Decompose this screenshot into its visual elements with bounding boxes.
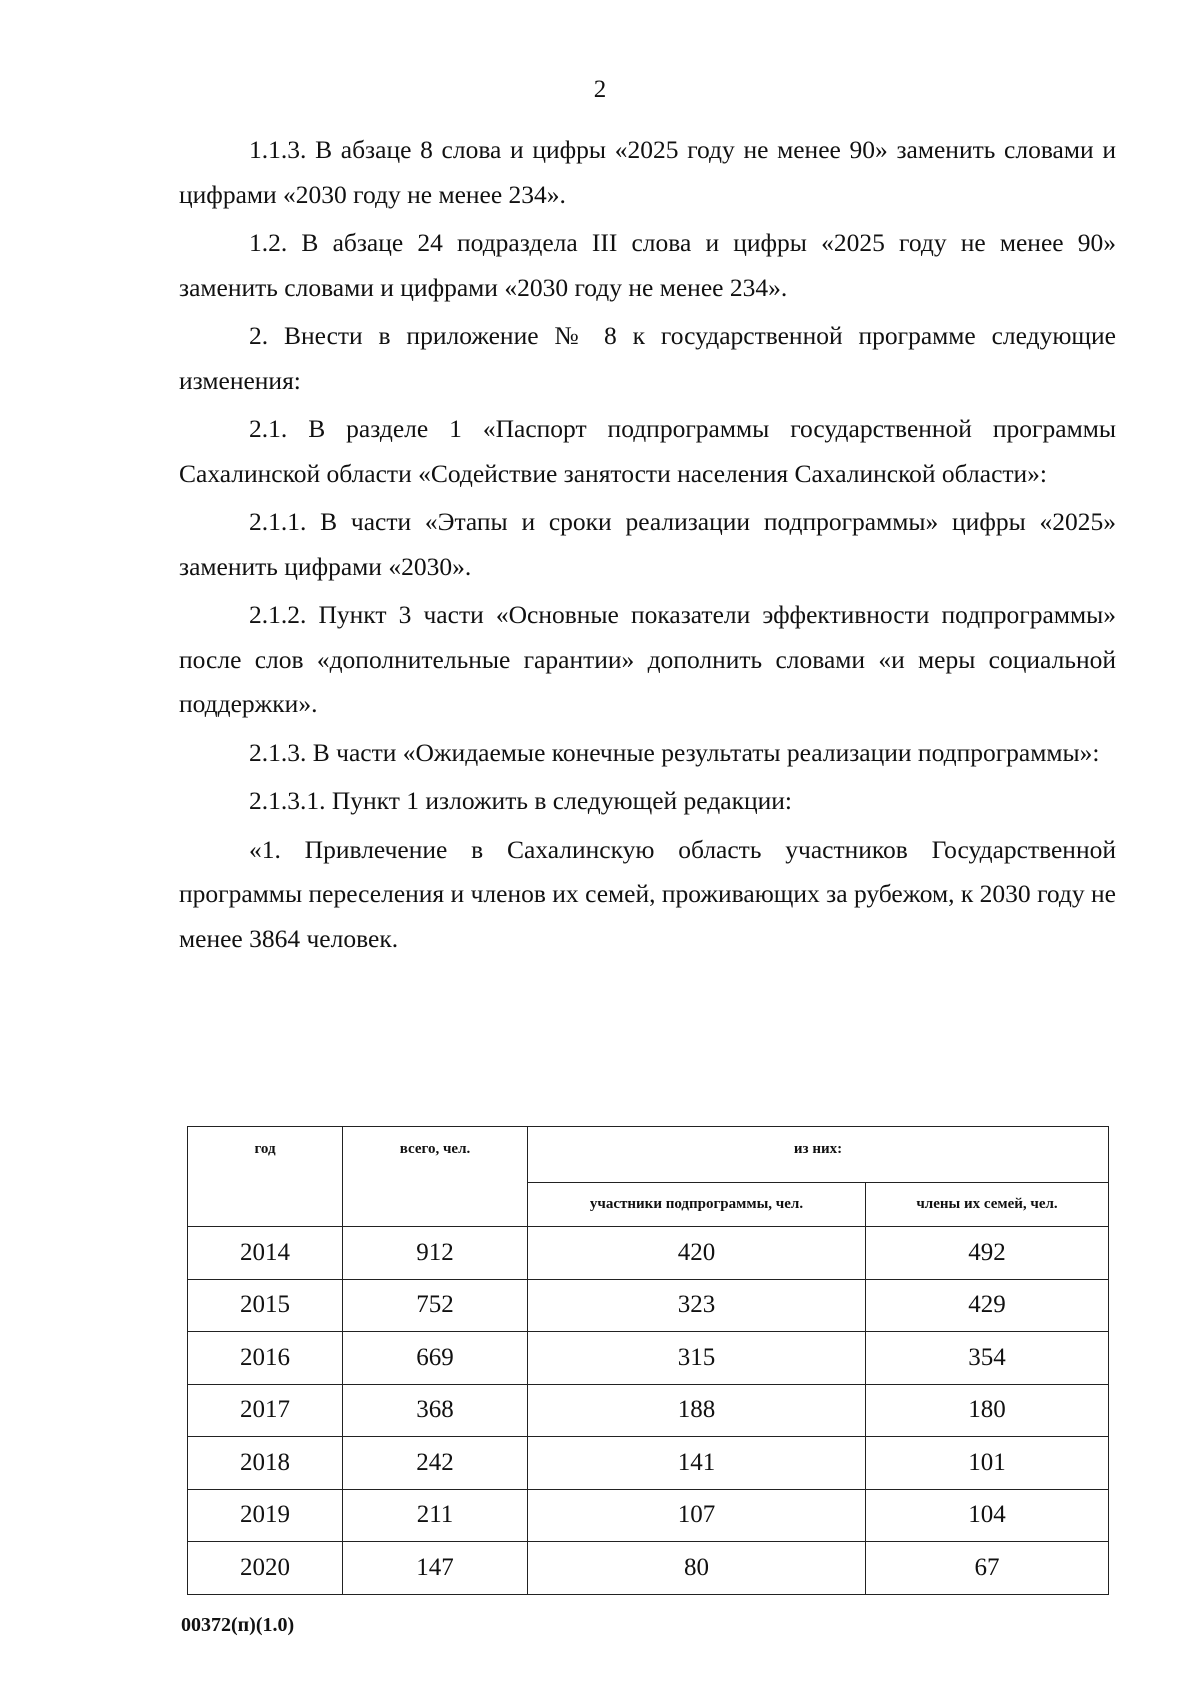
cell-year: 2016	[188, 1332, 343, 1385]
cell-family: 354	[866, 1332, 1109, 1385]
cell-participants: 188	[528, 1384, 866, 1437]
table-row	[188, 1384, 1109, 1437]
header-of-them: из них:	[528, 1127, 1109, 1183]
cell-family: 101	[866, 1437, 1109, 1490]
cell-family: 492	[866, 1227, 1109, 1280]
paragraph: 2. Внести в приложение № 8 к государственной программе следующие изменения:	[179, 321, 1116, 395]
paragraph: 1.2. В абзаце 24 подраздела III слова и цифры «2025 году не менее 90» заменить словами и цифрами «2030 году не менее 234».	[179, 228, 1116, 302]
cell-total: 669	[343, 1332, 528, 1385]
cell-year: 2020	[188, 1542, 343, 1595]
table-row	[188, 1227, 1109, 1280]
cell-participants: 420	[528, 1227, 866, 1280]
table-row	[188, 1437, 1109, 1490]
table-row	[188, 1542, 1109, 1595]
paragraph: 2.1.1. В части «Этапы и сроки реализации подпрограммы» цифры «2025» заменить цифрами «2030».	[179, 507, 1116, 581]
document-code: 00372(п)(1.0)	[181, 1614, 295, 1636]
header-participants: участники подпрограммы, чел.	[528, 1183, 866, 1227]
table-row	[188, 1489, 1109, 1542]
cell-total: 242	[343, 1437, 528, 1490]
paragraph: 2.1. В разделе 1 «Паспорт подпрограммы государственной программы Сахалинской области «Содействие занятости населения Сахалинской области»:	[179, 414, 1116, 488]
body-text	[179, 128, 1116, 965]
cell-total: 752	[343, 1279, 528, 1332]
cell-year: 2014	[188, 1227, 343, 1280]
cell-participants: 141	[528, 1437, 866, 1490]
cell-year: 2019	[188, 1489, 343, 1542]
header-year: год	[188, 1127, 343, 1227]
cell-year: 2018	[188, 1437, 343, 1490]
migrants-table	[187, 1126, 1108, 1595]
cell-family: 180	[866, 1384, 1109, 1437]
cell-family: 104	[866, 1489, 1109, 1542]
cell-participants: 107	[528, 1489, 866, 1542]
paragraph: 2.1.2. Пункт 3 части «Основные показатели эффективности подпрограммы» после слов «дополнительные гарантии» дополнить словами «и меры социальной поддержки».	[179, 600, 1116, 718]
cell-total: 368	[343, 1384, 528, 1437]
cell-family: 67	[866, 1542, 1109, 1595]
cell-participants: 315	[528, 1332, 866, 1385]
header-family: члены их семей, чел.	[866, 1183, 1109, 1227]
cell-year: 2017	[188, 1384, 343, 1437]
cell-total: 912	[343, 1227, 528, 1280]
cell-participants: 80	[528, 1542, 866, 1595]
cell-family: 429	[866, 1279, 1109, 1332]
table-row	[188, 1279, 1109, 1332]
cell-participants: 323	[528, 1279, 866, 1332]
page-number: 2	[593, 76, 607, 103]
cell-total: 147	[343, 1542, 528, 1595]
header-total: всего, чел.	[343, 1127, 528, 1227]
paragraph: 2.1.3. В части «Ожидаемые конечные результаты реализации подпрограммы»:	[249, 737, 1100, 767]
table-row	[188, 1332, 1109, 1385]
cell-total: 211	[343, 1489, 528, 1542]
paragraph: 2.1.3.1. Пункт 1 изложить в следующей редакции:	[249, 786, 792, 815]
cell-year: 2015	[188, 1279, 343, 1332]
paragraph: «1. Привлечение в Сахалинскую область участников Государственной программы переселения и членов их семей, проживающих за рубежом, к 2030 году не менее 3864 человек.	[179, 834, 1116, 953]
paragraph: 1.1.3. В абзаце 8 слова и цифры «2025 году не менее 90» заменить словами и цифрами «2030 году не менее 234».	[179, 135, 1116, 209]
